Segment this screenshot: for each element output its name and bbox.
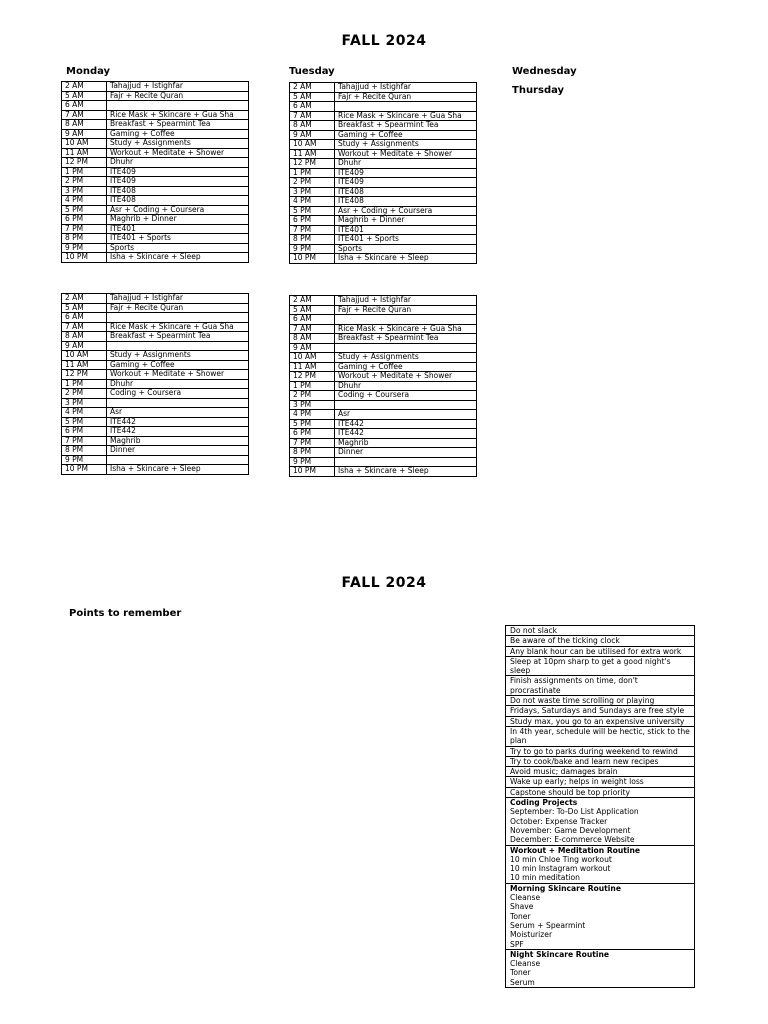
time-cell: 6 AM <box>62 101 107 111</box>
time-cell: 2 PM <box>62 389 107 399</box>
time-cell: 12 PM <box>62 158 107 168</box>
activity-cell: Study + Assignments <box>335 140 477 150</box>
schedule-row <box>62 139 249 149</box>
activity-cell: Gaming + Coffee <box>335 130 477 140</box>
activity-cell <box>335 315 477 325</box>
activity-cell: Breakfast + Spearmint Tea <box>335 334 477 344</box>
note-cell <box>506 746 695 756</box>
schedule-row <box>290 121 477 131</box>
activity-cell: ITE409 <box>335 168 477 178</box>
activity-cell: Dhuhr <box>335 159 477 169</box>
note-text: Try to go to parks during weekend to rewind <box>510 746 678 756</box>
schedule-row <box>62 303 249 313</box>
schedule-row <box>290 391 477 401</box>
note-cell <box>506 777 695 787</box>
note-text: In 4th year, schedule will be hectic, stick to the plan <box>510 726 690 746</box>
time-cell: 2 AM <box>62 294 107 304</box>
note-text: Avoid music; damages brain <box>510 767 618 777</box>
activity-cell: ITE442 <box>107 417 249 427</box>
note-row <box>506 716 695 726</box>
schedule-row <box>290 467 477 477</box>
note-cell <box>506 845 695 883</box>
note-row <box>506 767 695 777</box>
activity-cell: Gaming + Coffee <box>107 360 249 370</box>
time-cell: 1 PM <box>290 168 335 178</box>
schedule-row <box>62 370 249 380</box>
time-cell: 7 PM <box>290 225 335 235</box>
time-cell: 9 PM <box>290 457 335 467</box>
activity-cell: Rice Mask + Skincare + Gua Sha <box>335 324 477 334</box>
schedule-row <box>290 315 477 325</box>
schedule-row <box>62 446 249 456</box>
schedule-row <box>290 187 477 197</box>
time-cell: 5 AM <box>290 92 335 102</box>
activity-cell: Gaming + Coffee <box>335 362 477 372</box>
time-cell: 7 AM <box>62 322 107 332</box>
time-cell: 8 PM <box>62 446 107 456</box>
time-cell: 9 PM <box>62 455 107 465</box>
time-cell: 2 PM <box>290 178 335 188</box>
note-text: 10 min Chloe Ting workout <box>510 854 612 864</box>
schedule-row <box>290 448 477 458</box>
note-text: Serum + Spearmint <box>510 920 586 930</box>
activity-cell: ITE408 <box>107 196 249 206</box>
activity-cell: Sports <box>335 244 477 254</box>
notes-table <box>505 625 695 988</box>
activity-cell: Fajr + Recite Quran <box>335 92 477 102</box>
activity-cell: Dinner <box>335 448 477 458</box>
time-cell: 4 PM <box>62 408 107 418</box>
schedule-row <box>62 148 249 158</box>
time-cell: 6 AM <box>290 315 335 325</box>
time-cell: 5 PM <box>62 205 107 215</box>
note-row <box>506 676 695 696</box>
note-text: December: E-commerce Website <box>510 835 635 845</box>
time-cell: 7 AM <box>290 111 335 121</box>
time-cell: 5 PM <box>62 417 107 427</box>
note-text: Capstone should be top priority <box>510 787 630 797</box>
activity-cell: Breakfast + Spearmint Tea <box>107 332 249 342</box>
activity-cell: Sports <box>107 243 249 253</box>
activity-cell: Isha + Skincare + Sleep <box>335 254 477 264</box>
activity-cell: Rice Mask + Skincare + Gua Sha <box>107 322 249 332</box>
schedule-row <box>62 313 249 323</box>
activity-cell: Tahajjud + Istighfar <box>107 82 249 92</box>
note-row <box>506 706 695 716</box>
note-text: Toner <box>510 911 531 921</box>
schedule-row <box>62 186 249 196</box>
activity-cell <box>335 102 477 112</box>
note-section-heading: Morning Skincare Routine <box>510 883 621 893</box>
activity-cell: Tahajjud + Istighfar <box>335 296 477 306</box>
time-cell: 6 AM <box>290 102 335 112</box>
schedule-row <box>290 92 477 102</box>
schedule-row <box>62 167 249 177</box>
note-section-heading: Workout + Meditation Routine <box>510 845 641 855</box>
schedule-row <box>62 120 249 130</box>
time-cell: 10 PM <box>62 465 107 475</box>
schedule-row <box>290 149 477 159</box>
note-cell <box>506 883 695 949</box>
activity-cell: Isha + Skincare + Sleep <box>107 465 249 475</box>
activity-cell: ITE409 <box>107 167 249 177</box>
schedule-row <box>62 294 249 304</box>
schedule-row <box>62 408 249 418</box>
time-cell: 8 PM <box>62 234 107 244</box>
activity-cell: ITE401 <box>107 224 249 234</box>
note-row <box>506 883 695 949</box>
time-cell: 8 AM <box>62 120 107 130</box>
note-text: Sleep at 10pm sharp to get a good night's sleep <box>510 656 671 676</box>
time-cell: 10 AM <box>290 140 335 150</box>
note-text: September: To-Do List Application <box>510 807 639 817</box>
schedule-row <box>62 351 249 361</box>
schedule-row <box>62 389 249 399</box>
note-cell <box>506 798 695 845</box>
note-row <box>506 696 695 706</box>
activity-cell: ITE442 <box>335 419 477 429</box>
activity-cell: Workout + Meditate + Shower <box>107 370 249 380</box>
note-section-heading: Coding Projects <box>510 798 578 808</box>
note-cell <box>506 656 695 676</box>
activity-cell: Study + Assignments <box>107 351 249 361</box>
activity-cell: Asr <box>107 408 249 418</box>
time-cell: 9 PM <box>290 244 335 254</box>
schedule-row <box>62 82 249 92</box>
schedule-row <box>62 427 249 437</box>
activity-cell: ITE442 <box>335 429 477 439</box>
time-cell: 2 AM <box>62 82 107 92</box>
schedule-row <box>290 197 477 207</box>
note-cell <box>506 716 695 726</box>
note-row <box>506 726 695 746</box>
note-cell <box>506 696 695 706</box>
time-cell: 7 PM <box>62 436 107 446</box>
day-label-tuesday: Tuesday <box>289 66 335 77</box>
activity-cell: Coding + Coursera <box>335 391 477 401</box>
note-text: Be aware of the ticking clock <box>510 636 620 646</box>
note-text: Finish assignments on time, don't procrastinate <box>510 676 638 695</box>
activity-cell: Maghrib + Dinner <box>107 215 249 225</box>
activity-cell: Workout + Meditate + Shower <box>335 372 477 382</box>
note-cell <box>506 706 695 716</box>
wednesday-schedule-table <box>61 293 249 475</box>
activity-cell: Maghrib <box>335 438 477 448</box>
schedule-row <box>290 216 477 226</box>
note-text: Do not waste time scrolling or playing <box>510 696 655 706</box>
time-cell: 5 AM <box>290 305 335 315</box>
time-cell: 8 AM <box>290 334 335 344</box>
note-row <box>506 626 695 636</box>
activity-cell: ITE408 <box>107 186 249 196</box>
note-row <box>506 646 695 656</box>
schedule-row <box>290 410 477 420</box>
time-cell: 6 PM <box>290 216 335 226</box>
note-cell <box>506 636 695 646</box>
schedule-row <box>290 254 477 264</box>
activity-cell: ITE401 + Sports <box>335 235 477 245</box>
note-row <box>506 949 695 987</box>
time-cell: 10 AM <box>290 353 335 363</box>
schedule-row <box>290 83 477 93</box>
note-row <box>506 756 695 766</box>
activity-cell: Asr + Coding + Coursera <box>335 206 477 216</box>
time-cell: 6 PM <box>290 429 335 439</box>
note-row <box>506 777 695 787</box>
schedule-row <box>290 438 477 448</box>
activity-cell: Dhuhr <box>107 379 249 389</box>
activity-cell: Tahajjud + Istighfar <box>335 83 477 93</box>
points-to-remember-label: Points to remember <box>69 608 182 619</box>
time-cell: 11 AM <box>62 148 107 158</box>
activity-cell: ITE409 <box>107 177 249 187</box>
activity-cell: Maghrib <box>107 436 249 446</box>
time-cell: 8 AM <box>62 332 107 342</box>
schedule-row <box>290 159 477 169</box>
note-cell <box>506 646 695 656</box>
time-cell: 10 PM <box>62 253 107 263</box>
time-cell: 5 PM <box>290 419 335 429</box>
schedule-row <box>290 400 477 410</box>
time-cell: 1 PM <box>62 167 107 177</box>
activity-cell: Study + Assignments <box>335 353 477 363</box>
activity-cell: Maghrib + Dinner <box>335 216 477 226</box>
time-cell: 7 PM <box>290 438 335 448</box>
note-text: Study max, you go to an expensive university <box>510 716 685 726</box>
schedule-row <box>290 419 477 429</box>
time-cell: 12 PM <box>62 370 107 380</box>
schedule-row <box>62 158 249 168</box>
time-cell: 5 PM <box>290 206 335 216</box>
day-label-monday: Monday <box>66 66 111 77</box>
time-cell: 11 AM <box>290 362 335 372</box>
activity-cell: Fajr + Recite Quran <box>107 91 249 101</box>
activity-cell: ITE442 <box>107 427 249 437</box>
monday-schedule-table <box>61 81 249 263</box>
time-cell: 9 AM <box>62 341 107 351</box>
note-row <box>506 636 695 646</box>
time-cell: 11 AM <box>62 360 107 370</box>
time-cell: 5 AM <box>62 91 107 101</box>
note-text: 10 min Instagram workout <box>510 864 611 874</box>
schedule-row <box>290 235 477 245</box>
time-cell: 2 AM <box>290 83 335 93</box>
note-text: Toner <box>510 968 531 978</box>
activity-cell: ITE408 <box>335 197 477 207</box>
note-text: October: Expense Tracker <box>510 816 608 826</box>
page-title-2: FALL 2024 <box>341 575 427 591</box>
time-cell: 7 AM <box>62 110 107 120</box>
time-cell: 4 PM <box>62 196 107 206</box>
note-text: Fridays, Saturdays and Sundays are free style <box>510 706 685 716</box>
time-cell: 8 PM <box>290 235 335 245</box>
activity-cell: ITE401 <box>335 225 477 235</box>
note-row <box>506 787 695 797</box>
schedule-row <box>62 253 249 263</box>
schedule-row <box>290 178 477 188</box>
activity-cell: Study + Assignments <box>107 139 249 149</box>
note-text: November: Game Development <box>510 825 631 835</box>
note-cell <box>506 626 695 636</box>
time-cell: 6 PM <box>62 427 107 437</box>
note-row <box>506 845 695 883</box>
time-cell: 8 AM <box>290 121 335 131</box>
schedule-row <box>62 417 249 427</box>
activity-cell: Workout + Meditate + Shower <box>107 148 249 158</box>
schedule-row <box>290 353 477 363</box>
schedule-row <box>62 465 249 475</box>
activity-cell <box>107 101 249 111</box>
time-cell: 10 AM <box>62 351 107 361</box>
time-cell: 12 PM <box>290 159 335 169</box>
time-cell: 7 AM <box>290 324 335 334</box>
activity-cell: Rice Mask + Skincare + Gua Sha <box>107 110 249 120</box>
time-cell: 1 PM <box>290 381 335 391</box>
time-cell: 10 PM <box>290 467 335 477</box>
activity-cell: ITE401 + Sports <box>107 234 249 244</box>
activity-cell: Dhuhr <box>107 158 249 168</box>
note-text: Do not slack <box>510 626 558 635</box>
time-cell: 4 PM <box>290 197 335 207</box>
time-cell: 9 AM <box>290 130 335 140</box>
time-cell: 9 AM <box>62 129 107 139</box>
schedule-row <box>62 234 249 244</box>
activity-cell: Tahajjud + Istighfar <box>107 294 249 304</box>
activity-cell: Dinner <box>107 446 249 456</box>
note-text: 10 min meditation <box>510 873 580 883</box>
schedule-row <box>62 398 249 408</box>
activity-cell: Fajr + Recite Quran <box>335 305 477 315</box>
time-cell: 9 AM <box>290 343 335 353</box>
tuesday-schedule-table <box>289 82 477 264</box>
note-row <box>506 656 695 676</box>
activity-cell: Dhuhr <box>335 381 477 391</box>
note-row <box>506 746 695 756</box>
activity-cell <box>107 313 249 323</box>
activity-cell: ITE408 <box>335 187 477 197</box>
note-cell <box>506 949 695 987</box>
time-cell: 3 PM <box>62 186 107 196</box>
schedule-row <box>62 436 249 446</box>
note-text: Try to cook/bake and learn new recipes <box>510 756 659 766</box>
day-label-wednesday: Wednesday <box>512 66 577 77</box>
activity-cell: Workout + Meditate + Shower <box>335 149 477 159</box>
schedule-row <box>62 215 249 225</box>
note-cell <box>506 726 695 746</box>
schedule-row <box>290 140 477 150</box>
activity-cell: Isha + Skincare + Sleep <box>107 253 249 263</box>
note-cell <box>506 756 695 766</box>
activity-cell: Asr + Coding + Coursera <box>107 205 249 215</box>
time-cell: 10 AM <box>62 139 107 149</box>
activity-cell: Breakfast + Spearmint Tea <box>107 120 249 130</box>
note-text: Cleanse <box>510 959 541 969</box>
schedule-row <box>290 296 477 306</box>
activity-cell: Coding + Coursera <box>107 389 249 399</box>
time-cell: 2 PM <box>290 391 335 401</box>
activity-cell: Asr <box>335 410 477 420</box>
note-cell <box>506 676 695 696</box>
time-cell: 3 PM <box>290 187 335 197</box>
note-text: Wake up early; helps in weight loss <box>510 777 644 787</box>
time-cell: 10 PM <box>290 254 335 264</box>
time-cell: 5 AM <box>62 303 107 313</box>
time-cell: 7 PM <box>62 224 107 234</box>
time-cell: 3 PM <box>290 400 335 410</box>
time-cell: 1 PM <box>62 379 107 389</box>
time-cell: 6 AM <box>62 313 107 323</box>
time-cell: 12 PM <box>290 372 335 382</box>
time-cell: 3 PM <box>62 398 107 408</box>
activity-cell: Breakfast + Spearmint Tea <box>335 121 477 131</box>
schedule-row <box>290 305 477 315</box>
note-text: Shave <box>510 902 534 912</box>
schedule-row <box>62 332 249 342</box>
schedule-row <box>62 101 249 111</box>
activity-cell <box>335 400 477 410</box>
activity-cell <box>107 398 249 408</box>
time-cell: 8 PM <box>290 448 335 458</box>
schedule-row <box>290 372 477 382</box>
time-cell: 6 PM <box>62 215 107 225</box>
time-cell: 2 AM <box>290 296 335 306</box>
time-cell: 2 PM <box>62 177 107 187</box>
note-cell <box>506 787 695 797</box>
note-text: Cleanse <box>510 893 541 903</box>
schedule-row <box>290 102 477 112</box>
schedule-row <box>62 196 249 206</box>
time-cell: 9 PM <box>62 243 107 253</box>
schedule-row <box>62 177 249 187</box>
activity-cell: ITE409 <box>335 178 477 188</box>
activity-cell: Fajr + Recite Quran <box>107 303 249 313</box>
note-text: Moisturizer <box>510 930 553 940</box>
schedule-row <box>290 168 477 178</box>
day-label-thursday: Thursday <box>512 85 565 96</box>
schedule-row <box>290 429 477 439</box>
note-cell <box>506 767 695 777</box>
note-text: Any blank hour can be utilised for extra work <box>510 646 682 656</box>
note-text: SPF <box>510 939 524 949</box>
note-section-heading: Night Skincare Routine <box>510 949 610 959</box>
time-cell: 4 PM <box>290 410 335 420</box>
page-title: FALL 2024 <box>341 33 427 49</box>
note-text: Serum <box>510 977 535 987</box>
activity-cell: Rice Mask + Skincare + Gua Sha <box>335 111 477 121</box>
time-cell: 11 AM <box>290 149 335 159</box>
activity-cell: Isha + Skincare + Sleep <box>335 467 477 477</box>
activity-cell: Gaming + Coffee <box>107 129 249 139</box>
note-row <box>506 798 695 845</box>
schedule-row <box>290 334 477 344</box>
schedule-row <box>62 91 249 101</box>
thursday-schedule-table <box>289 295 477 477</box>
